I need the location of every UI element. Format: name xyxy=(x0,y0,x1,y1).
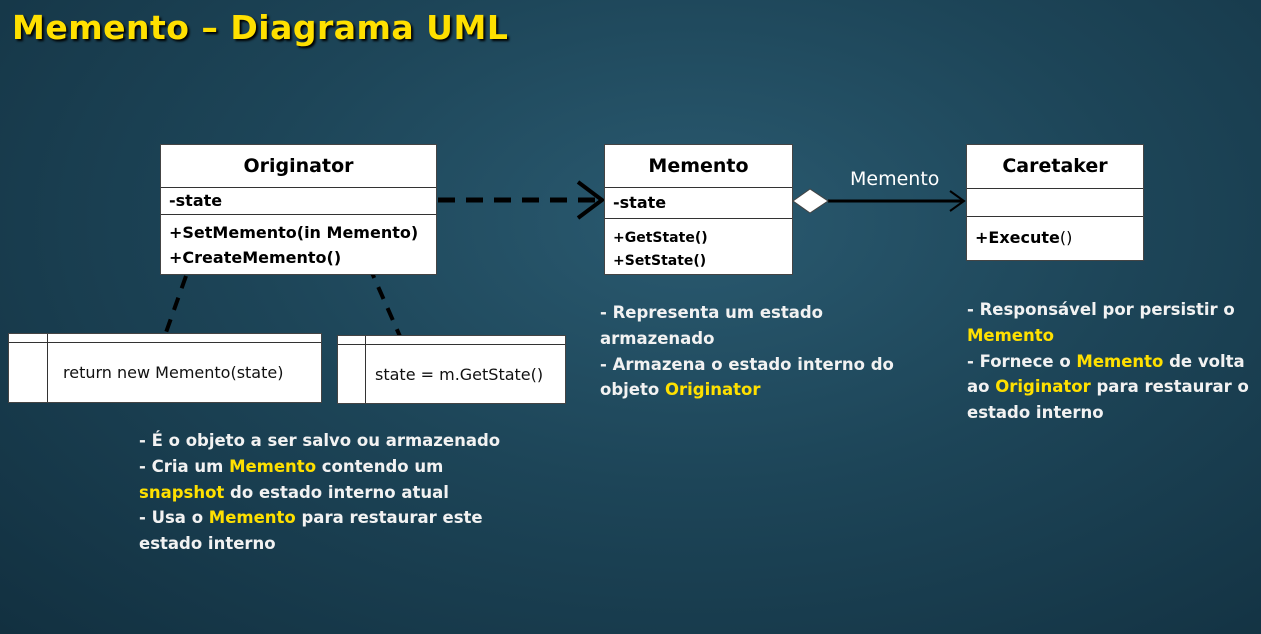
set-memento-note-text: state = m.GetState() xyxy=(375,365,544,384)
description-line: estado interno xyxy=(967,403,1104,423)
memento-description xyxy=(600,300,894,403)
caretaker-description xyxy=(967,297,1249,426)
caretaker-attribute xyxy=(967,189,1143,217)
originator-description xyxy=(139,428,500,557)
description-line: - É o objeto a ser salvo ou armazenado xyxy=(139,431,501,450)
highlight-term: Memento xyxy=(208,508,296,528)
memento-operations xyxy=(605,219,792,273)
description-line: - Armazena o estado interno do xyxy=(600,354,894,374)
description-line: ao Originator para restaurar o xyxy=(967,377,1249,397)
caretaker-class-name: Caretaker xyxy=(967,145,1143,189)
memento-operation: +GetState() xyxy=(613,230,708,246)
originator-operations xyxy=(161,215,436,270)
highlight-term: Originator xyxy=(995,377,1091,397)
description-line: armazenado xyxy=(600,328,715,348)
originator-attribute: -state xyxy=(161,188,436,215)
description-line xyxy=(967,323,1249,349)
description-line: - Usa o Memento para restaurar este xyxy=(139,508,483,528)
highlight-term: Originator xyxy=(664,380,761,400)
association-label: Memento xyxy=(850,168,940,190)
caretaker-operation xyxy=(975,227,1143,249)
highlight-term: Memento xyxy=(1076,351,1164,371)
highlight-term: snapshot xyxy=(139,482,225,502)
description-line: snapshot do estado interno atual xyxy=(139,482,449,502)
set-memento-note xyxy=(337,335,566,404)
memento-class-name: Memento xyxy=(605,145,792,188)
description-line: - Responsável por persistir o xyxy=(967,300,1235,319)
memento-class[interactable] xyxy=(604,144,793,275)
aggregation-diamond xyxy=(793,189,828,213)
description-line: - Cria um Memento contendo um xyxy=(139,456,444,476)
description-line: estado interno xyxy=(139,534,276,554)
slide-title: Memento – Diagrama UML xyxy=(12,8,509,47)
caretaker-operation-parens: () xyxy=(1059,228,1073,247)
create-memento-note xyxy=(8,333,322,403)
description-line: - Representa um estado xyxy=(600,303,824,322)
caretaker-operation-name: +Execute xyxy=(975,228,1060,247)
originator-operation: +CreateMemento() xyxy=(169,248,342,267)
caretaker-operations xyxy=(967,217,1143,249)
description-line: objeto Originator xyxy=(600,380,761,400)
originator-class-name: Originator xyxy=(161,145,436,188)
highlight-term: Memento xyxy=(229,456,317,476)
memento-operation: +SetState() xyxy=(613,253,707,269)
description-line: - Fornece o Memento de volta xyxy=(967,351,1245,371)
originator-class[interactable] xyxy=(160,144,437,275)
originator-operation: +SetMemento(in Memento) xyxy=(169,223,419,242)
memento-attribute: -state xyxy=(605,188,792,219)
caretaker-class[interactable] xyxy=(966,144,1144,261)
create-memento-note-text: return new Memento(state) xyxy=(63,363,284,382)
highlight-term: Memento xyxy=(967,325,1054,345)
